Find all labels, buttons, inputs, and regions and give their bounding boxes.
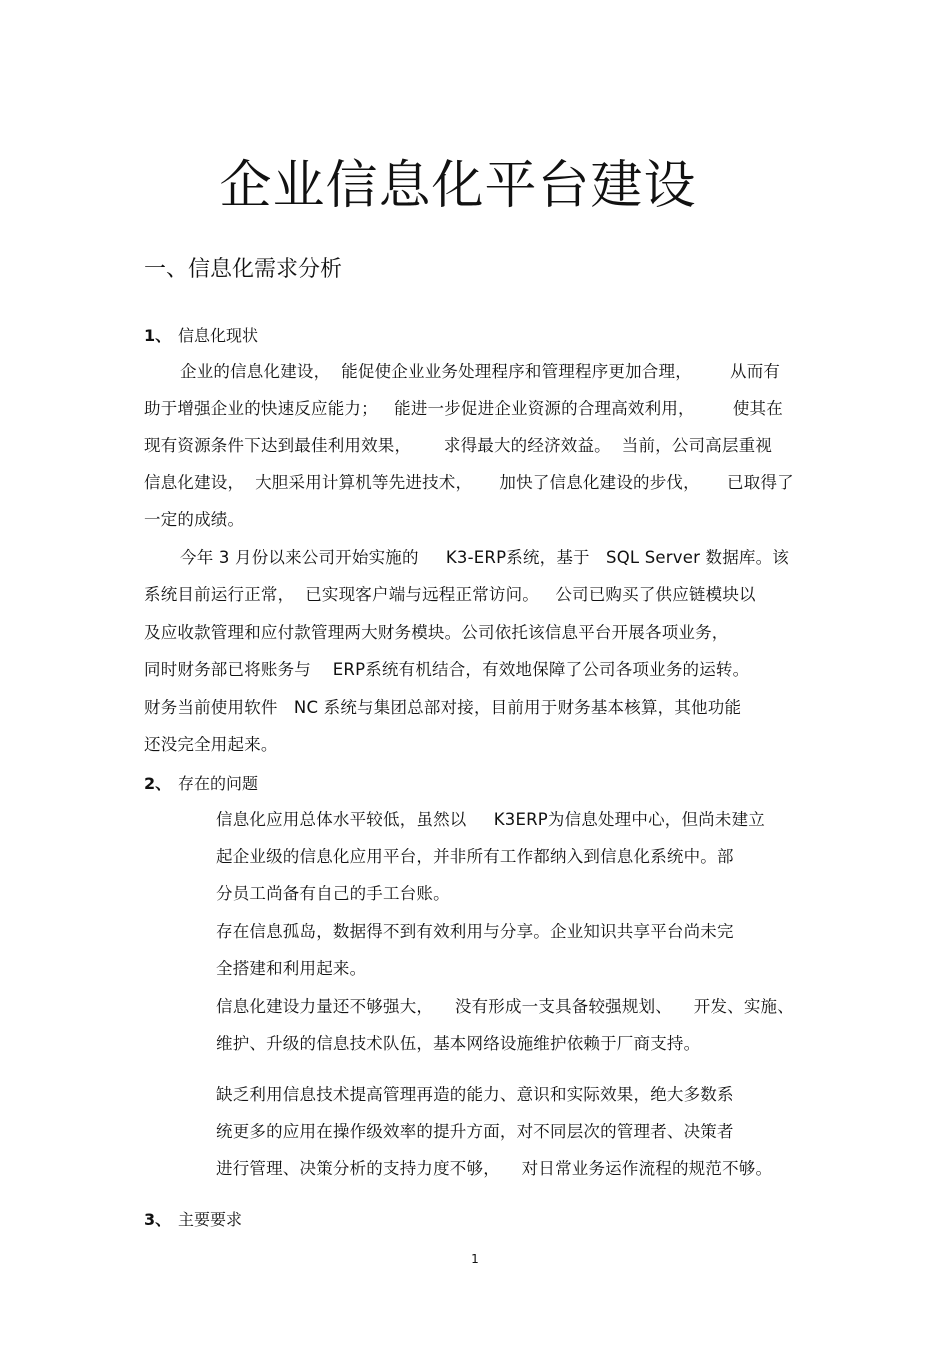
issue-line: 统更多的应用在操作级效率的提升方面，对不同层次的管理者、决策者 <box>216 1122 734 1141</box>
paragraph-line: 同时财务部已将账务与 ERP系统有机结合，有效地保障了公司各项业务的运转。 <box>144 660 750 679</box>
section-heading-1: 一、信息化需求分析 <box>144 257 343 282</box>
page-number: 1 <box>471 1252 479 1266</box>
issue-line: 维护、升级的信息技术队伍，基本网络设施维护依赖于厂商支持。 <box>216 1034 701 1053</box>
subsection-number: 3、 <box>144 1210 172 1229</box>
paragraph-line: 今年 3 月份以来公司开始实施的 K3-ERP系统，基于 SQL Server 数据库。该 <box>180 548 790 567</box>
issue-line: 信息化建设力量还不够强大， 没有形成一支具备较强规划、 开发、实施、 <box>216 997 794 1016</box>
paragraph-line: 及应收款管理和应付款管理两大财务模块。公司依托该信息平台开展各项业务， <box>144 623 729 642</box>
issue-line: 缺乏利用信息技术提高管理再造的能力、意识和实际效果，绝大多数系 <box>216 1085 734 1104</box>
paragraph-line: 现有资源条件下达到最佳利用效果， 求得最大的经济效益。 当前，公司高层重视 <box>144 436 773 455</box>
subsection-heading-3 <box>144 1208 242 1232</box>
issue-line: 分员工尚备有自己的手工台账。 <box>216 884 450 903</box>
issue-line: 存在信息孤岛，数据得不到有效利用与分享。企业知识共享平台尚未完 <box>216 922 734 941</box>
issue-line: 起企业级的信息化应用平台，并非所有工作都纳入到信息化系统中。部 <box>216 847 734 866</box>
paragraph-line: 财务当前使用软件 NC 系统与集团总部对接，目前用于财务基本核算，其他功能 <box>144 698 742 717</box>
issue-line: 全搭建和利用起来。 <box>216 959 367 978</box>
paragraph-line: 还没完全用起来。 <box>144 735 278 754</box>
issue-line: 进行管理、决策分析的支持力度不够， 对日常业务运作流程的规范不够。 <box>216 1159 773 1178</box>
paragraph-line: 信息化建设， 大胆采用计算机等先进技术， 加快了信息化建设的步伐， 已取得了 <box>144 473 794 492</box>
subsection-heading-1 <box>144 324 258 348</box>
subsection-heading-2 <box>144 772 258 796</box>
issue-line: 信息化应用总体水平较低，虽然以 K3ERP为信息处理中心，但尚未建立 <box>216 810 765 829</box>
paragraph-line: 系统目前运行正常， 已实现客户端与远程正常访问。 公司已购买了供应链模块以 <box>144 585 756 604</box>
paragraph-line: 一定的成绩。 <box>144 510 245 529</box>
paragraph-line: 企业的信息化建设， 能促使企业业务处理程序和管理程序更加合理， 从而有 <box>180 362 781 381</box>
subsection-label: 主要要求 <box>178 1210 243 1229</box>
document-title: 企业信息化平台建设 <box>219 156 697 216</box>
subsection-number: 1、 <box>144 326 172 345</box>
subsection-number: 2、 <box>144 774 172 793</box>
subsection-label: 存在的问题 <box>178 774 259 793</box>
paragraph-line: 助于增强企业的快速反应能力； 能进一步促进企业资源的合理高效利用， 使其在 <box>144 399 783 418</box>
subsection-label: 信息化现状 <box>178 326 259 345</box>
